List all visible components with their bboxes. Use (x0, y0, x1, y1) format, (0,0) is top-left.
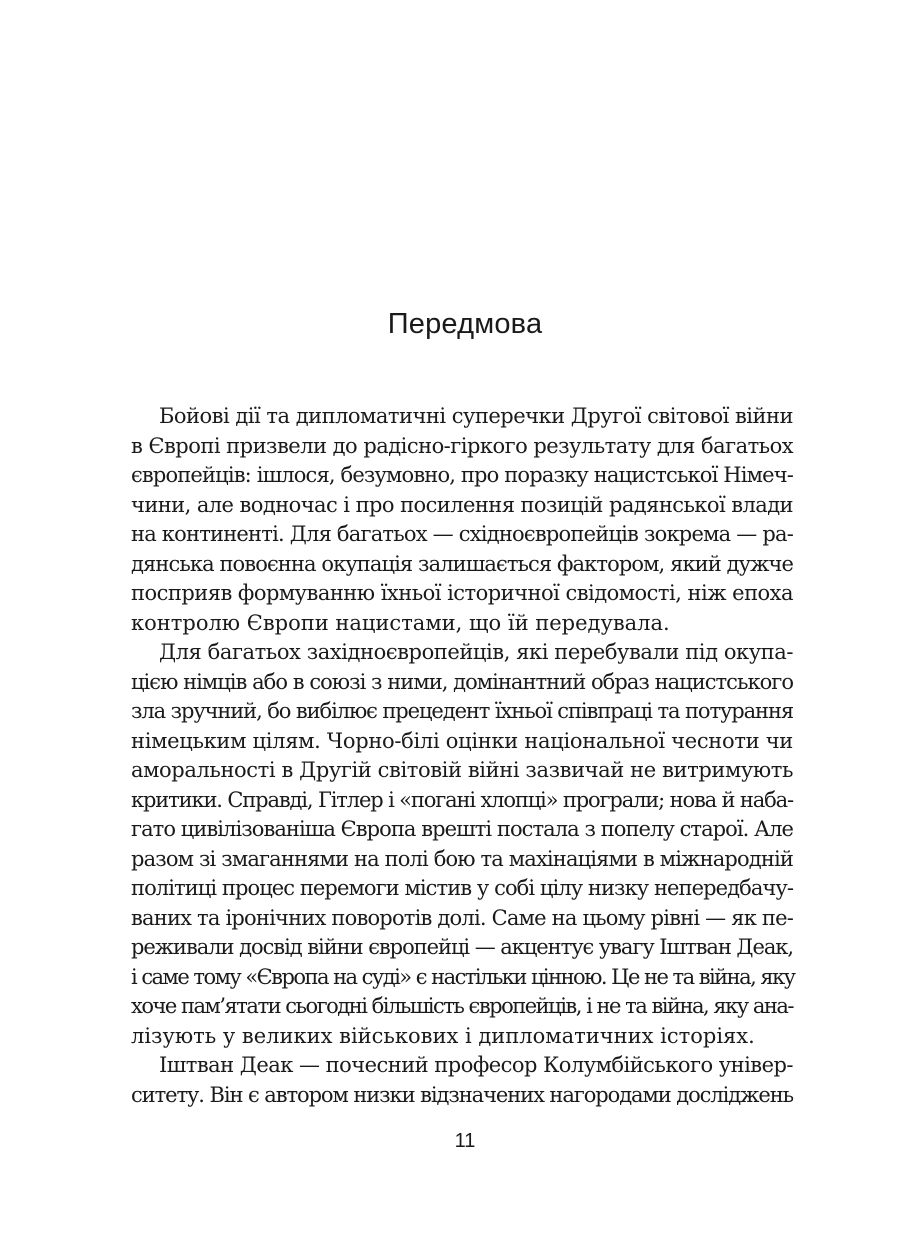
text-line: разом зі змаганнями на полі бою та махінаціями в міжнародній (131, 846, 794, 871)
text-line: Іштван Деак — почесний професор Колумбійського універ- (159, 1053, 793, 1077)
text-line: цією німців або в союзі з ними, домінантний образ нацистського (131, 669, 793, 694)
text-line: зла зручний, бо вибілює прецедент їхньої співпраці та потурання (131, 699, 793, 723)
text-line: європейців: ішлося, безумовно, про поразку нацистської Німеч- (131, 463, 793, 487)
text-line: німецьким цілям. Чорно-білі оцінки національної чесноти чи (131, 728, 793, 753)
chapter-title: Передмова (387, 308, 543, 340)
text-line: лізують у великих військових і дипломатичних історіях. (131, 1023, 755, 1048)
text-line: дянська повоєнна окупація залишається фактором, який дужче (131, 551, 794, 576)
text-line: ваних та іронічних поворотів долі. Саме на цьому рівні — як пе- (131, 905, 794, 930)
text-line: політиці процес перемоги містив у собі цілу низку непередбачу- (131, 876, 793, 900)
text-line: чини, але водночас і про посилення позицій радянської влади (131, 492, 793, 517)
body-text (131, 402, 793, 1110)
text-line: аморальності в Другій світовій війні зазвичай не витримують (131, 758, 794, 782)
text-line: посприяв формуванню їхньої історичної свідомості, ніж епоха (131, 581, 793, 605)
page-number: 11 (454, 1130, 476, 1152)
text-line: контролю Європи нацистами, що їй передувала. (131, 610, 670, 635)
text-line: гато цивілізованіша Європа врешті постала з попелу старої. Але (131, 817, 793, 841)
text-line: реживали досвід війни європейці — акцентує увагу Іштван Деак, (131, 935, 794, 959)
text-line: хоче пам’ятати сьогодні більшість європейців, і не та війна, яку ана- (131, 994, 793, 1018)
text-line: на континенті. Для багатьох — східноєвропейців зокрема — ра- (131, 522, 794, 546)
text-line: Бойові дії та дипломатичні суперечки Другої світової війни (159, 404, 793, 428)
paragraph (131, 1051, 793, 1110)
text-line: ситету. Він є автором низки відзначених нагородами досліджень (131, 1082, 793, 1107)
paragraph (131, 402, 793, 638)
text-line: критики. Справді, Гітлер і «погані хлопці» програли; нова й наба- (131, 787, 793, 812)
text-line: і саме тому «Європа на суді» є настільки цінною. Це не та війна, яку (131, 964, 795, 989)
paragraph (131, 638, 793, 1051)
text-line: Для багатьох західноєвропейців, які перебували під окупа- (159, 640, 794, 664)
text-line: в Європі призвели до радісно-гіркого результату для багатьох (131, 433, 794, 458)
